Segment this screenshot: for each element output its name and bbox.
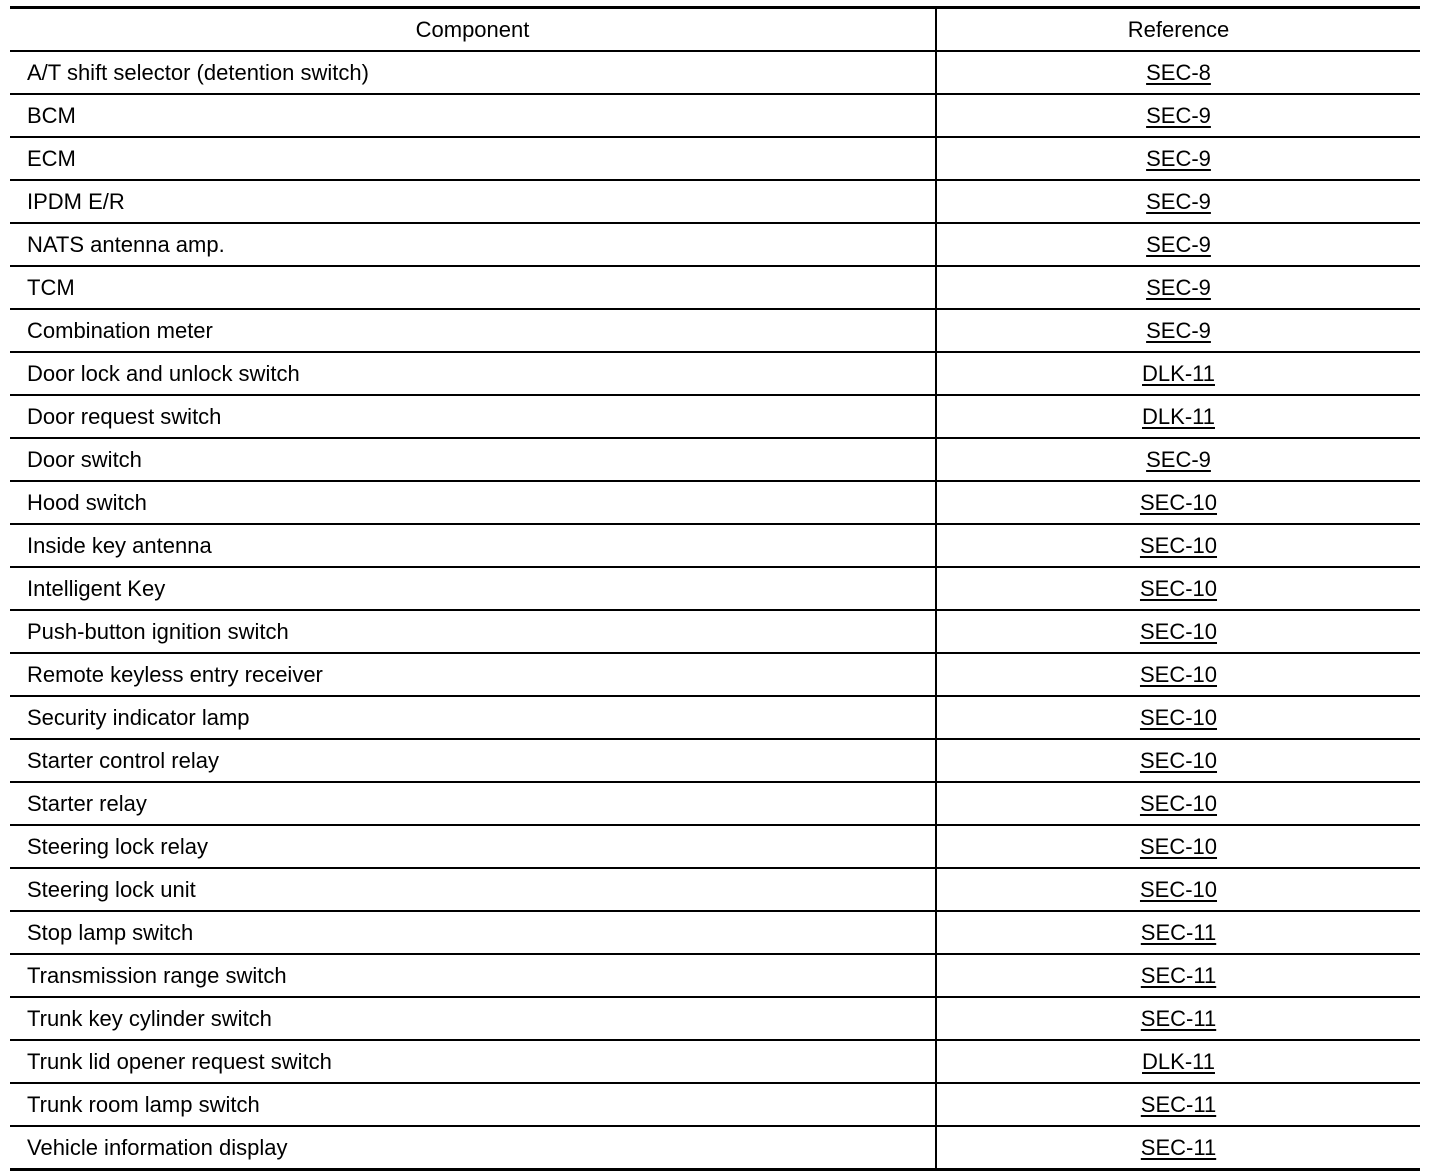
reference-cell <box>936 438 1420 481</box>
table-row <box>10 653 1420 696</box>
component-cell: TCM <box>10 266 936 309</box>
component-cell: Steering lock relay <box>10 825 936 868</box>
table-row <box>10 782 1420 825</box>
reference-link[interactable]: SEC-9 <box>1146 232 1211 257</box>
reference-cell <box>936 868 1420 911</box>
component-reference-table <box>10 6 1420 1171</box>
component-cell: IPDM E/R <box>10 180 936 223</box>
reference-link[interactable]: SEC-10 <box>1139 490 1218 515</box>
reference-link[interactable]: SEC-11 <box>1140 963 1217 988</box>
component-cell: ECM <box>10 137 936 180</box>
component-reference-table-wrapper <box>10 6 1420 1171</box>
table-row <box>10 266 1420 309</box>
table-row <box>10 1126 1420 1170</box>
reference-link[interactable]: SEC-10 <box>1139 662 1218 687</box>
reference-link[interactable]: SEC-9 <box>1146 318 1211 343</box>
reference-link[interactable]: SEC-11 <box>1140 1006 1217 1031</box>
table-row <box>10 825 1420 868</box>
reference-link[interactable]: SEC-11 <box>1140 1092 1217 1117</box>
reference-link[interactable]: DLK-11 <box>1142 404 1215 429</box>
reference-cell <box>936 524 1420 567</box>
reference-cell <box>936 395 1420 438</box>
component-cell: Inside key antenna <box>10 524 936 567</box>
component-cell: Intelligent Key <box>10 567 936 610</box>
table-row <box>10 911 1420 954</box>
component-cell: Vehicle information display <box>10 1126 936 1170</box>
table-row <box>10 438 1420 481</box>
component-cell: A/T shift selector (detention switch) <box>10 51 936 94</box>
reference-cell <box>936 954 1420 997</box>
table-row <box>10 352 1420 395</box>
reference-cell <box>936 266 1420 309</box>
reference-cell <box>936 51 1420 94</box>
component-cell: Trunk room lamp switch <box>10 1083 936 1126</box>
reference-cell <box>936 180 1420 223</box>
table-row <box>10 739 1420 782</box>
reference-cell <box>936 782 1420 825</box>
table-row <box>10 954 1420 997</box>
table-row <box>10 395 1420 438</box>
table-row <box>10 309 1420 352</box>
reference-link[interactable]: SEC-10 <box>1139 576 1218 601</box>
reference-link[interactable]: SEC-10 <box>1139 619 1218 644</box>
reference-cell <box>936 911 1420 954</box>
component-cell: Push-button ignition switch <box>10 610 936 653</box>
component-cell: Door lock and unlock switch <box>10 352 936 395</box>
component-cell: Trunk key cylinder switch <box>10 997 936 1040</box>
reference-cell <box>936 696 1420 739</box>
component-cell: Hood switch <box>10 481 936 524</box>
reference-link[interactable]: SEC-11 <box>1140 1135 1217 1160</box>
component-cell: Trunk lid opener request switch <box>10 1040 936 1083</box>
reference-cell <box>936 1083 1420 1126</box>
column-header-component: Component <box>10 8 936 52</box>
reference-cell <box>936 825 1420 868</box>
reference-cell <box>936 1126 1420 1170</box>
reference-link[interactable]: SEC-9 <box>1146 275 1211 300</box>
reference-link[interactable]: SEC-9 <box>1146 189 1211 214</box>
table-row <box>10 51 1420 94</box>
table-row <box>10 868 1420 911</box>
reference-link[interactable]: SEC-10 <box>1139 533 1218 558</box>
reference-link[interactable]: SEC-11 <box>1140 920 1217 945</box>
reference-link[interactable]: SEC-9 <box>1146 103 1211 128</box>
reference-link[interactable]: SEC-10 <box>1139 705 1218 730</box>
reference-link[interactable]: DLK-11 <box>1142 361 1215 386</box>
reference-cell <box>936 653 1420 696</box>
reference-link[interactable]: SEC-10 <box>1139 834 1218 859</box>
reference-link[interactable]: SEC-10 <box>1139 748 1218 773</box>
component-cell: Starter relay <box>10 782 936 825</box>
reference-cell <box>936 137 1420 180</box>
reference-cell <box>936 223 1420 266</box>
table-row <box>10 696 1420 739</box>
component-cell: Door request switch <box>10 395 936 438</box>
table-body <box>10 51 1420 1170</box>
table-header-row <box>10 8 1420 52</box>
reference-link[interactable]: DLK-11 <box>1142 1049 1215 1074</box>
reference-cell <box>936 309 1420 352</box>
table-row <box>10 610 1420 653</box>
table-row <box>10 997 1420 1040</box>
table-row <box>10 1083 1420 1126</box>
component-cell: Transmission range switch <box>10 954 936 997</box>
component-cell: Stop lamp switch <box>10 911 936 954</box>
table-row <box>10 524 1420 567</box>
component-cell: NATS antenna amp. <box>10 223 936 266</box>
table-row <box>10 94 1420 137</box>
table-row <box>10 567 1420 610</box>
component-cell: Steering lock unit <box>10 868 936 911</box>
reference-cell <box>936 481 1420 524</box>
component-cell: Security indicator lamp <box>10 696 936 739</box>
reference-link[interactable]: SEC-10 <box>1139 877 1218 902</box>
column-header-reference: Reference <box>936 8 1420 52</box>
component-cell: Combination meter <box>10 309 936 352</box>
reference-cell <box>936 94 1420 137</box>
reference-link[interactable]: SEC-9 <box>1146 447 1211 472</box>
component-cell: Remote keyless entry receiver <box>10 653 936 696</box>
table-row <box>10 481 1420 524</box>
component-cell: Starter control relay <box>10 739 936 782</box>
reference-cell <box>936 610 1420 653</box>
reference-cell <box>936 1040 1420 1083</box>
reference-link[interactable]: SEC-10 <box>1139 791 1218 816</box>
table-row <box>10 223 1420 266</box>
reference-cell <box>936 567 1420 610</box>
table-row <box>10 180 1420 223</box>
component-cell: Door switch <box>10 438 936 481</box>
reference-link[interactable]: SEC-8 <box>1146 60 1211 85</box>
component-cell: BCM <box>10 94 936 137</box>
reference-link[interactable]: SEC-9 <box>1146 146 1211 171</box>
reference-cell <box>936 997 1420 1040</box>
reference-cell <box>936 739 1420 782</box>
table-row <box>10 1040 1420 1083</box>
table-row <box>10 137 1420 180</box>
reference-cell <box>936 352 1420 395</box>
